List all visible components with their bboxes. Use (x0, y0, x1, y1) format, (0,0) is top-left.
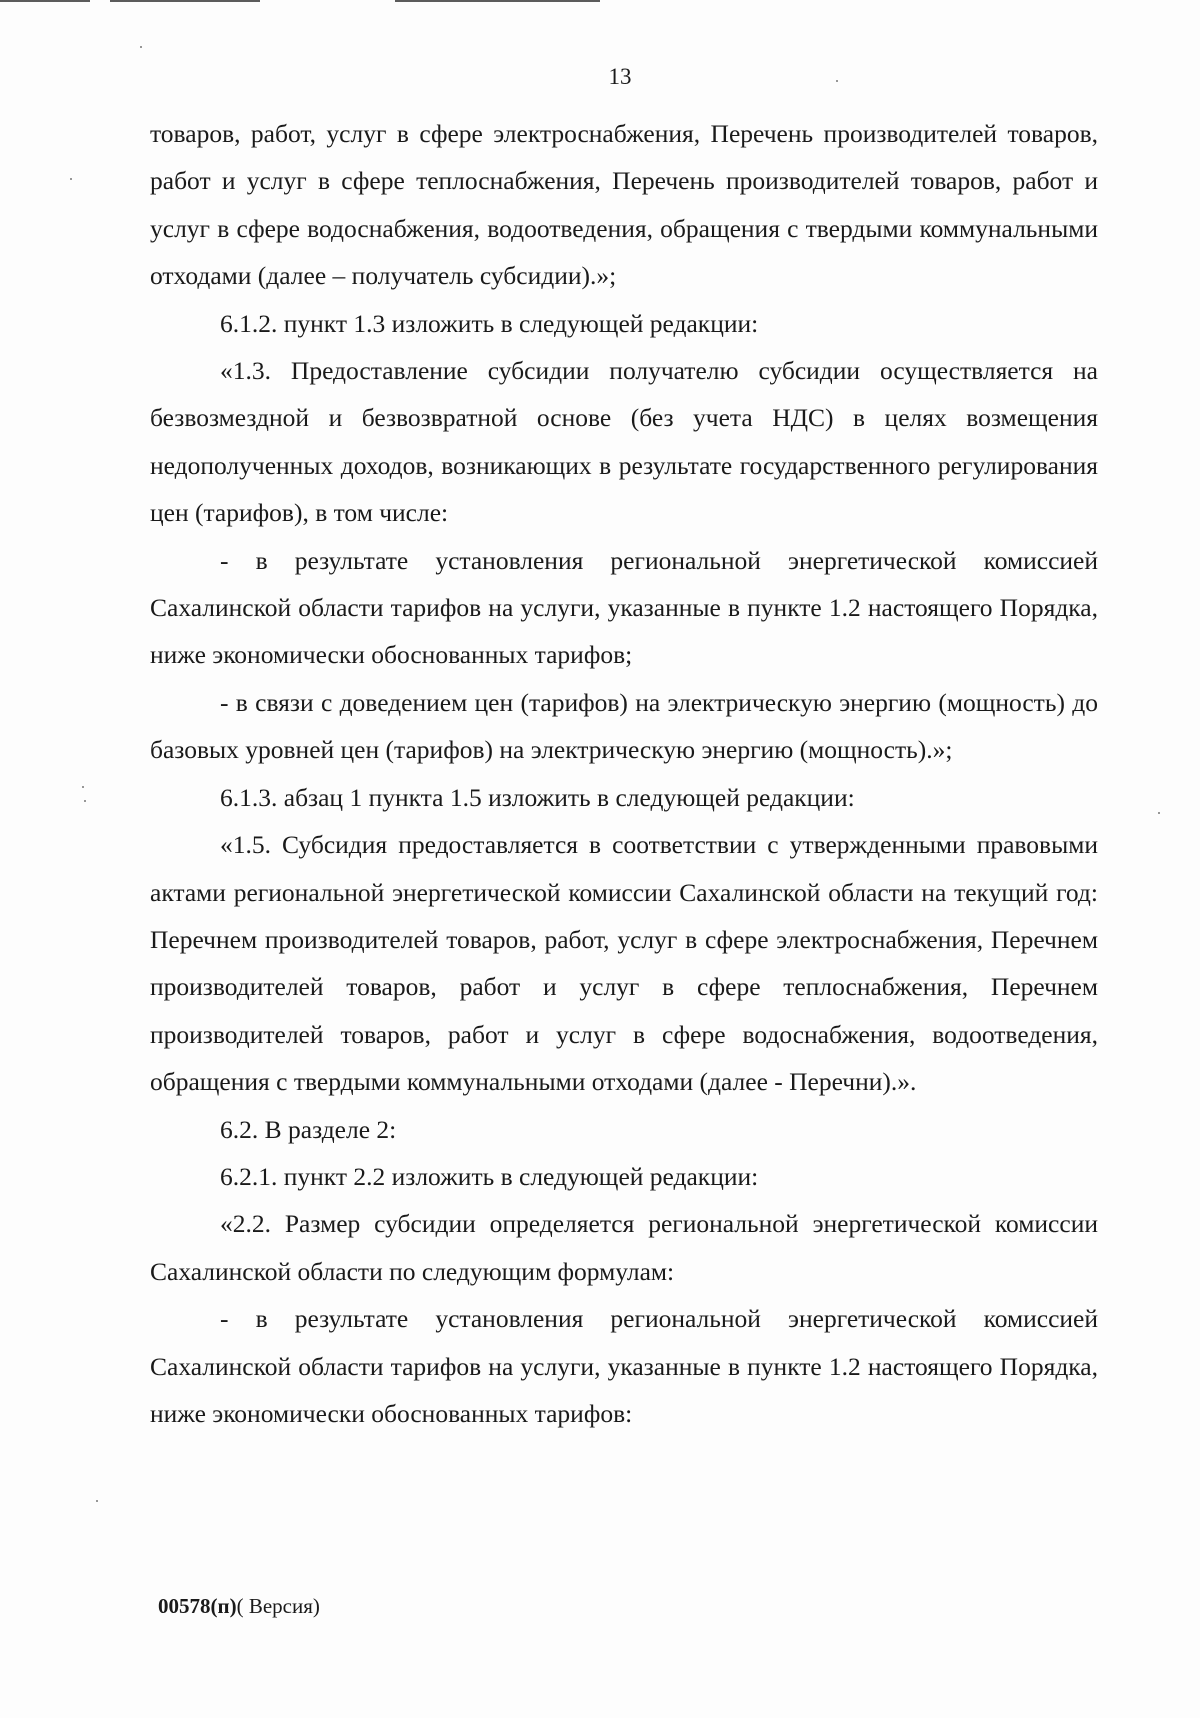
scan-speck (70, 178, 72, 180)
paragraph-1-3: «1.3. Предоставление субсидии получателю субсидии осуществляется на безвозмездной и безвозвратной основе (без учета НДС) в целях возмещения недополученных доходов, возникающих в результате государственного регулирования цен (тарифов), в том числе: (150, 356, 1098, 528)
document-footer (158, 1594, 320, 1619)
scan-edge-line (0, 0, 1200, 2)
paragraph-list-item-3: - в результате установления региональной энергетической комиссией Сахалинской области тарифов на услуги, указанные в пункте 1.2 настоящего Порядка, ниже экономически обоснованных тарифов: (150, 1304, 1098, 1428)
paragraph-continuation: товаров, работ, услуг в сфере электроснабжения, Перечень производителей товаров, работ и услуг в сфере теплоснабжения, Перечень производителей товаров, работ и услуг в сфере водоснабжения, водоотведения, обращения с твердыми коммунальными отходами (далее – получатель субсидии).»; (150, 119, 1098, 291)
page-number: 13 (608, 64, 632, 89)
footer-version: ( Версия) (236, 1594, 320, 1618)
scan-speck (82, 786, 84, 788)
scan-speck (836, 80, 838, 82)
paragraph-6-2-1: 6.2.1. пункт 2.2 изложить в следующей редакции: (220, 1161, 759, 1191)
scan-speck (140, 46, 142, 48)
paragraph-6-1-3: 6.1.3. абзац 1 пункта 1.5 изложить в следующей редакции: (220, 782, 855, 812)
footer-document-code: 00578(п) (158, 1594, 237, 1618)
scan-speck (1158, 812, 1160, 814)
paragraph-6-1-2: 6.1.2. пункт 1.3 изложить в следующей редакции: (220, 308, 759, 338)
document-body (150, 110, 1098, 1437)
paragraph-list-item-1: - в результате установления региональной энергетической комиссией Сахалинской области тарифов на услуги, указанные в пункте 1.2 настоящего Порядка, ниже экономически обоснованных тарифов; (150, 545, 1098, 670)
paragraph-1-5: «1.5. Субсидия предоставляется в соответствии с утвержденными правовыми актами региональной энергетической комиссии Сахалинской области на текущий год: Перечнем производителей товаров, работ, услуг в сфере электроснабжения, Перечнем производителей товаров, работ и услуг в сфере теплоснабжения, Перечнем производителей товаров, работ и услуг в сфере водоснабжения, водоотведения, обращения с твердыми коммунальными отходами (далее - Перечни).». (150, 830, 1098, 1097)
paragraph-2-2: «2.2. Размер субсидии определяется региональной энергетической комиссии Сахалинской области по следующим формулам: (150, 1209, 1098, 1286)
paragraph-list-item-2: - в связи с доведением цен (тарифов) на электрическую энергию (мощность) до базовых уровней цен (тарифов) на электрическую энергию (мощность).»; (150, 687, 1098, 765)
paragraph-6-2: 6.2. В разделе 2: (220, 1114, 397, 1144)
scan-speck (84, 800, 86, 802)
scan-speck (96, 1500, 98, 1502)
